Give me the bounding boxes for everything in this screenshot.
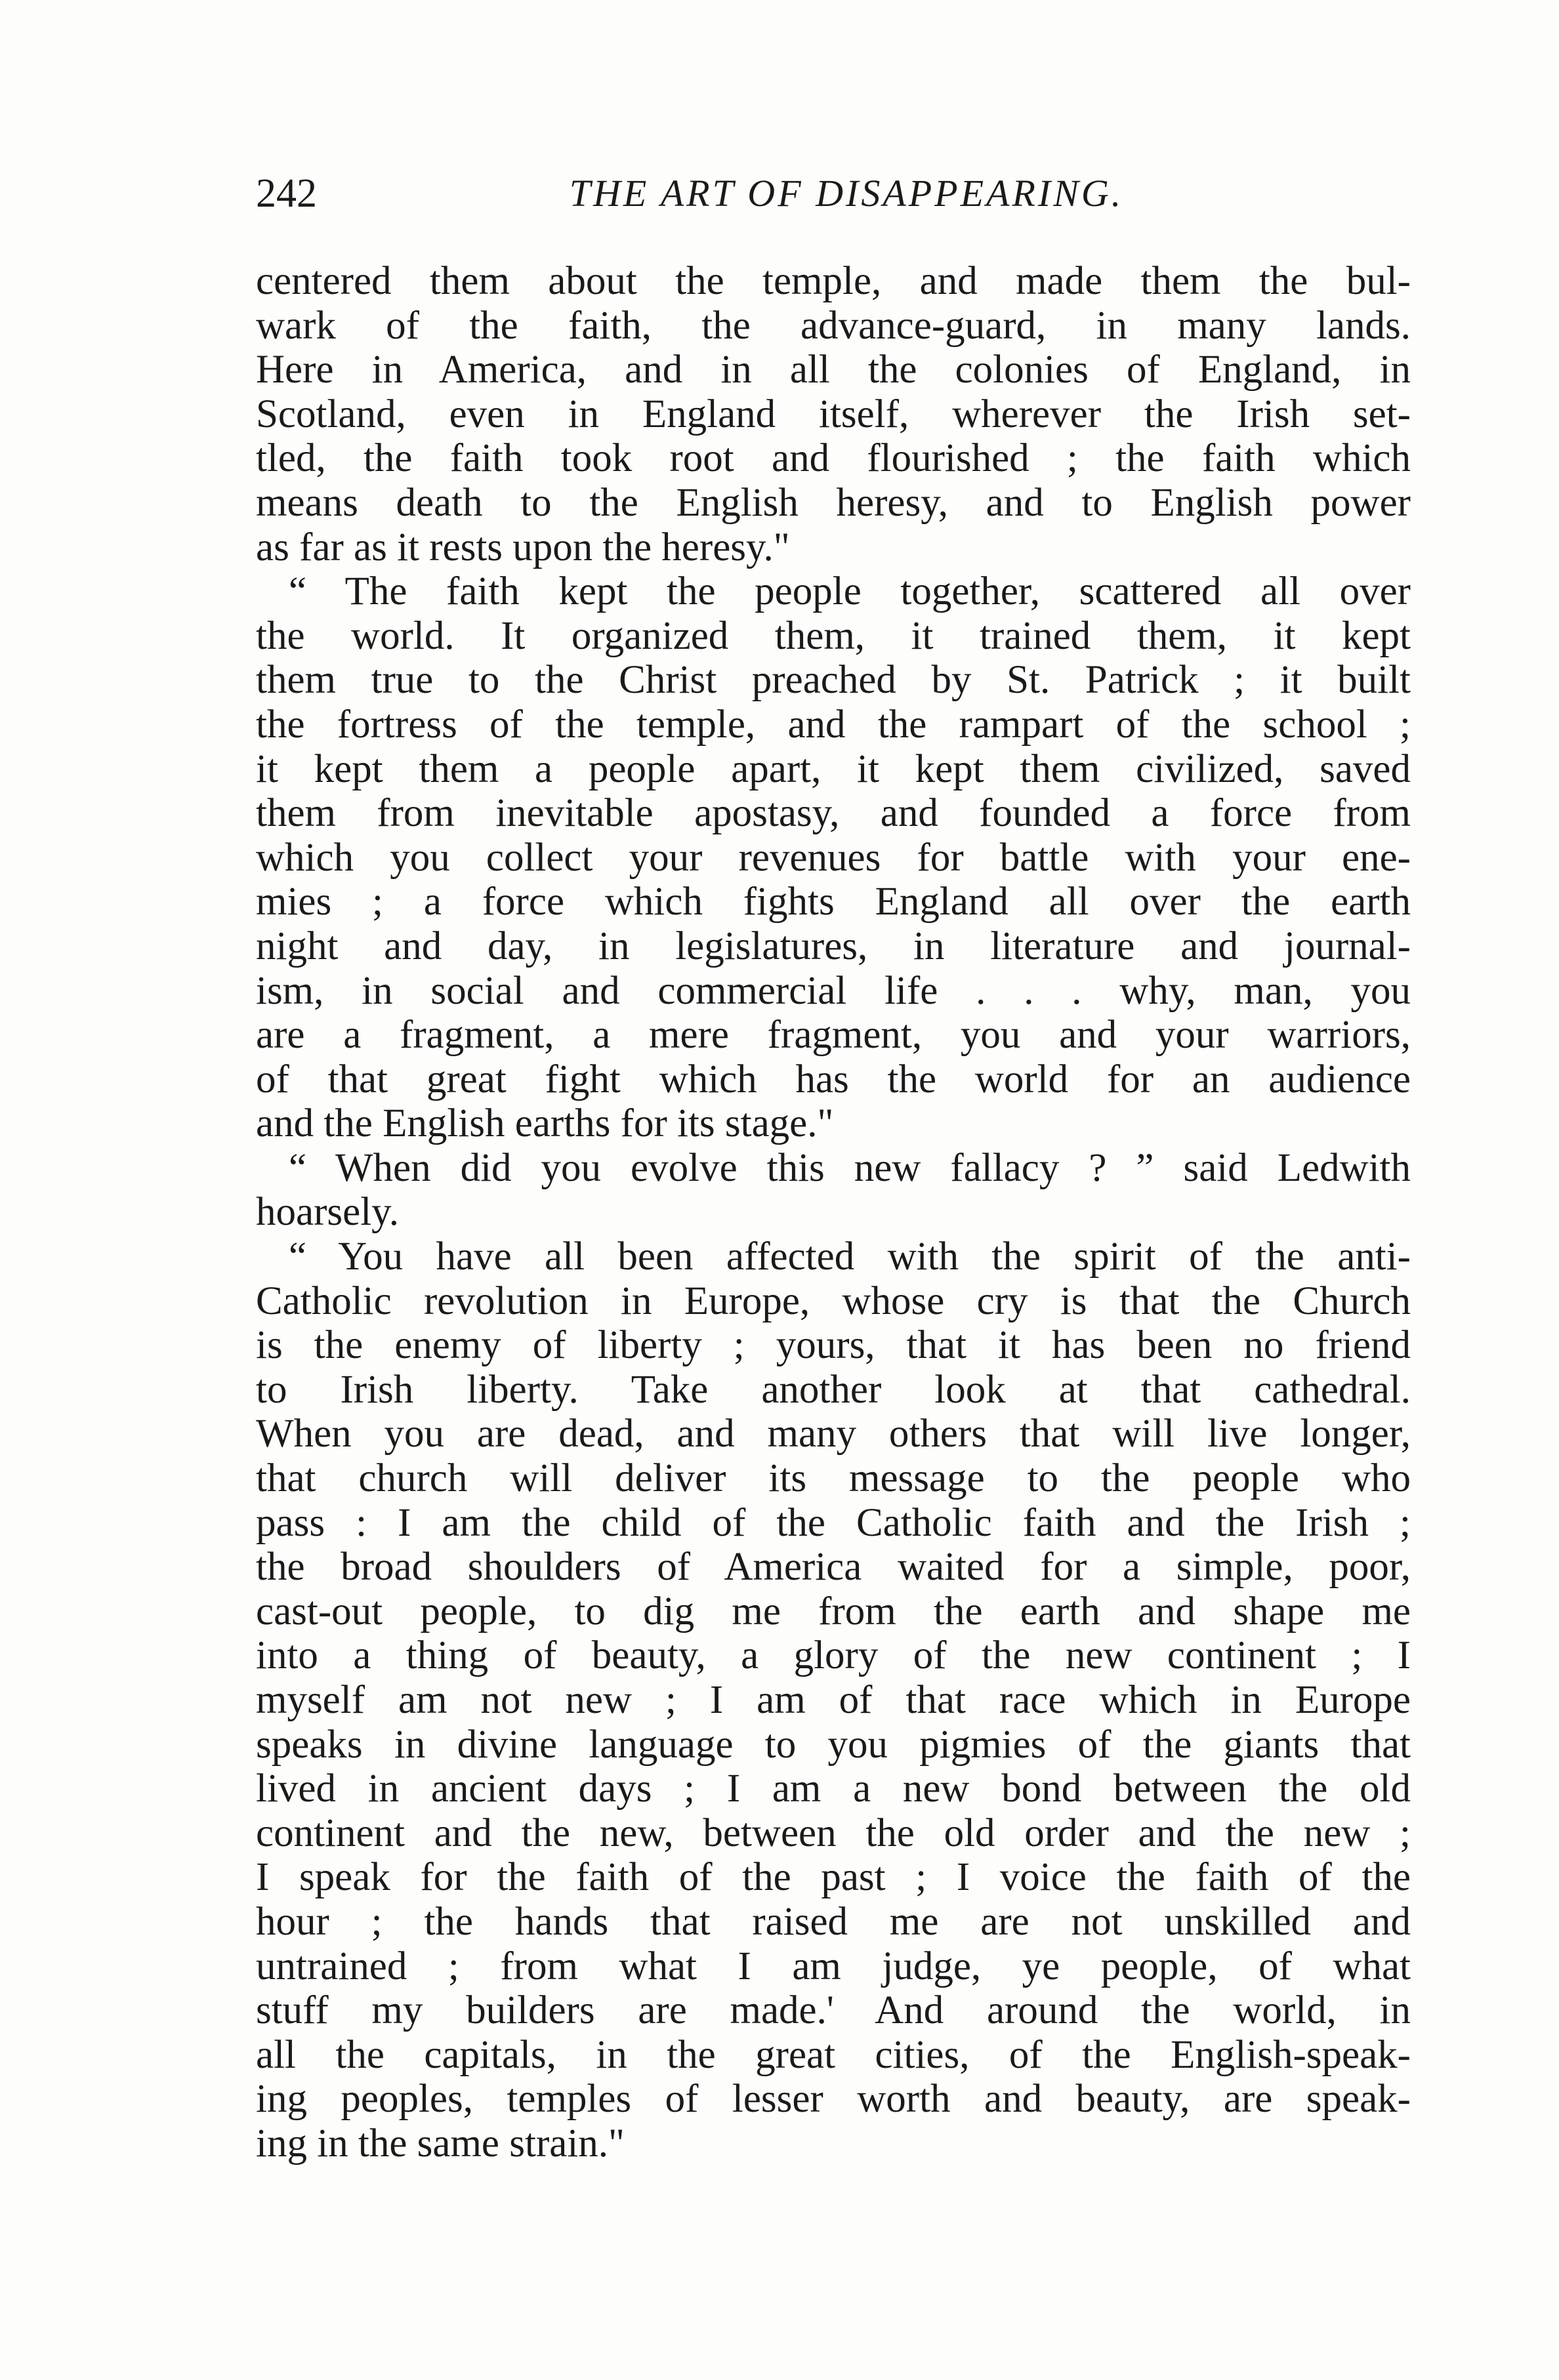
text-line: which you collect your revenues for battle with your ene- (256, 835, 1411, 880)
text-line: are a fragment, a mere fragment, you and your warriors, (256, 1013, 1411, 1057)
text-line: of that great fight which has the world for an audience (256, 1057, 1411, 1101)
text-line: the world. It organized them, it trained them, it kept (256, 613, 1411, 658)
text-line: I speak for the faith of the past ; I voice the faith of the (256, 1855, 1411, 1900)
text-line: tled, the faith took root and flourished ; the faith which (256, 436, 1411, 481)
text-line: mies ; a force which fights England all over the earth (256, 880, 1411, 924)
text-line: ing peoples, temples of lesser worth and beauty, are speak- (256, 2077, 1411, 2122)
body-text (256, 259, 1411, 2166)
page-header (256, 164, 1411, 223)
text-line: continent and the new, between the old order and the new ; (256, 1811, 1411, 1855)
text-line: ing in the same strain." (256, 2121, 625, 2165)
text-line: them true to the Christ preached by St. Patrick ; it built (256, 658, 1411, 703)
text-line: into a thing of beauty, a glory of the new continent ; I (256, 1633, 1411, 1678)
text-line: Scotland, even in England itself, wherever the Irish set- (256, 392, 1411, 436)
text-line: the fortress of the temple, and the rampart of the school ; (256, 702, 1411, 747)
text-line: night and day, in legislatures, in literature and journal- (256, 924, 1411, 968)
text-line: “ When did you evolve this new fallacy ? ” said Ledwith (289, 1145, 1411, 1190)
text-line: When you are dead, and many others that will live longer, (256, 1412, 1411, 1456)
text-line: that church will deliver its message to the people who (256, 1456, 1411, 1501)
text-line: Here in America, and in all the colonies of England, in (256, 348, 1411, 392)
text-line: as far as it rests upon the heresy." (256, 525, 790, 569)
text-line: hour ; the hands that raised me are not unskilled and (256, 1899, 1411, 1944)
text-line: “ The faith kept the people together, scattered all over (289, 569, 1411, 614)
text-line: and the English earths for its stage." (256, 1101, 834, 1146)
text-line: wark of the faith, the advance-guard, in many lands. (256, 303, 1411, 348)
text-line: hoarsely. (256, 1190, 399, 1235)
text-line: untrained ; from what I am judge, ye people, of what (256, 1944, 1411, 1988)
text-line: pass : I am the child of the Catholic faith and the Irish ; (256, 1500, 1411, 1545)
text-line: lived in ancient days ; I am a new bond between the old (256, 1767, 1411, 1811)
text-line: means death to the English heresy, and to English power (256, 480, 1411, 525)
text-line: it kept them a people apart, it kept them civilized, saved (256, 747, 1411, 791)
text-line: stuff my builders are made.' And around the world, in (256, 1988, 1411, 2033)
text-line: Catholic revolution in Europe, whose cry is that the Church (256, 1279, 1411, 1323)
text-line: them from inevitable apostasy, and founded a force from (256, 791, 1411, 836)
text-line: the broad shoulders of America waited for a simple, poor, (256, 1545, 1411, 1590)
running-title: THE ART OF DISAPPEARING. (569, 172, 1124, 215)
text-line: all the capitals, in the great cities, of the English-speak- (256, 2032, 1411, 2077)
text-line: speaks in divine language to you pigmies of the giants that (256, 1722, 1411, 1767)
page-number: 242 (256, 171, 317, 216)
text-line: myself am not new ; I am of that race which in Europe (256, 1678, 1411, 1722)
text-line: “ You have all been affected with the spirit of the anti- (289, 1235, 1411, 1279)
text-line: cast-out people, to dig me from the earth and shape me (256, 1589, 1411, 1633)
text-line: to Irish liberty. Take another look at that cathedral. (256, 1367, 1411, 1412)
text-line: is the enemy of liberty ; yours, that it has been no friend (256, 1323, 1411, 1368)
text-line: ism, in social and commercial life . . . why, man, you (256, 968, 1411, 1013)
text-line: centered them about the temple, and made them the bul- (256, 259, 1411, 303)
